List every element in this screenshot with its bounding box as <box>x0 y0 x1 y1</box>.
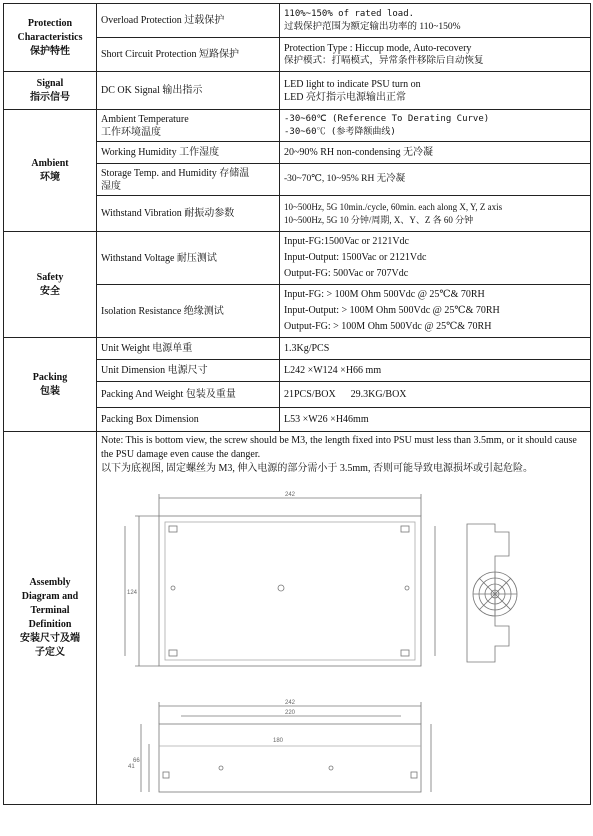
voltage-line: Output-FG: 500Vac or 707Vdc <box>284 268 409 279</box>
short-circuit-value <box>280 38 591 72</box>
assembly-note-cell <box>97 432 591 805</box>
short-circuit-line: Protection Type : Hiccup mode, Auto-recovery <box>284 42 472 54</box>
vibration-line: 10~500Hz, 5G 10 分钟/周期, X、Y、Z 各 60 分钟 <box>284 214 474 225</box>
top-view-inner <box>165 522 415 660</box>
packing-weight-label: Packing And Weight 包装及重量 <box>97 382 280 408</box>
isolation-line: Input-FG: > 100M Ohm 500Vdc @ 25℃& 70RH <box>284 289 485 300</box>
temperature-label-line: Ambient Temperature <box>101 113 189 125</box>
voltage-line: Input-FG:1500Vac or 2121Vdc <box>284 236 409 247</box>
isolation-label: Isolation Resistance 绝缘测试 <box>97 285 280 338</box>
signal-title-en: Signal <box>36 77 64 89</box>
isolation-value <box>280 285 591 338</box>
safety-title-cn: 安全 <box>40 285 60 297</box>
ambient-title-en: Ambient <box>31 157 69 169</box>
dim-label-bottom: 242 <box>285 700 296 706</box>
humidity-label: Working Humidity 工作湿度 <box>97 142 280 164</box>
dim-label-d3: 41 <box>128 764 135 770</box>
top-view-outline <box>159 516 421 666</box>
withstand-voltage-value <box>280 232 591 285</box>
assembly-note-en: Note: This is bottom view, the screw should be M3, the length fixed into PSU must less than 3.5mm, or it should cause the PSU damage even cause the danger. <box>101 435 577 460</box>
dim-label-d1: 220 <box>285 710 296 716</box>
unit-weight-value: 1.3Kg/PCS <box>280 338 591 360</box>
screw-mark <box>169 526 177 532</box>
screw-mark <box>169 650 177 656</box>
dim-label-d5: 124 <box>127 590 138 596</box>
unit-dimension-label: Unit Dimension 电源尺寸 <box>97 360 280 382</box>
temperature-line: -30~60℃ (参考降额曲线) <box>284 126 396 137</box>
screw-mark <box>401 650 409 656</box>
vibration-label: Withstand Vibration 耐振动参数 <box>97 196 280 232</box>
dc-ok-label: DC OK Signal 输出指示 <box>97 72 280 110</box>
vibration-value <box>280 196 591 232</box>
bottom-view-outline <box>159 724 421 792</box>
short-circuit-line: 保护模式：打嗝模式，异常条件移除后自动恢复 <box>284 55 484 66</box>
signal-category <box>4 72 97 110</box>
storage-label-line: Storage Temp. and Humidity 存储温 <box>101 167 250 179</box>
assembly-title-line: Diagram and <box>21 591 79 602</box>
storage-value: -30~70℃, 10~95% RH 无冷凝 <box>280 164 591 196</box>
temperature-label <box>97 110 280 142</box>
spec-table <box>3 3 591 805</box>
assembly-drawing <box>101 476 586 802</box>
bottom-screw-hole <box>329 766 333 770</box>
temperature-label-line: 工作环境温度 <box>101 126 161 138</box>
bottom-screw-hole <box>219 766 223 770</box>
safety-category <box>4 232 97 338</box>
overload-label: Overload Protection 过载保护 <box>97 4 280 38</box>
packing-weight-value: 21PCS/BOX 29.3KG/BOX <box>280 382 591 408</box>
protection-title-cn: 保护特性 <box>30 45 70 57</box>
isolation-line: Input-Output: > 100M Ohm 500Vdc @ 25℃& 70RH <box>284 305 500 316</box>
isolation-line: Output-FG: > 100M Ohm 500Vdc @ 25℃& 70RH <box>284 321 492 332</box>
humidity-value: 20~90% RH non-condensing 无冷凝 <box>280 142 591 164</box>
packing-title-en: Packing <box>32 371 68 383</box>
storage-label-line: 湿度 <box>101 180 121 192</box>
packing-category <box>4 338 97 432</box>
overload-line: 过载保护范围为额定输出功率的 110~150% <box>284 21 461 32</box>
dc-ok-line: LED 亮灯指示电源输出正常 <box>284 91 406 103</box>
assembly-title-line: 子定义 <box>35 647 65 658</box>
temperature-value <box>280 110 591 142</box>
dim-label-top: 242 <box>285 492 296 498</box>
temperature-line: -30~60℃ (Reference To Derating Curve) <box>284 113 490 124</box>
ambient-title-cn: 环境 <box>40 171 60 183</box>
dc-ok-line: LED light to indicate PSU turn on <box>284 78 421 90</box>
dim-label-d2: 180 <box>273 738 284 744</box>
protection-title-en: Protection Characteristics <box>17 17 83 43</box>
center-screw-hole <box>278 585 284 591</box>
protection-category <box>4 4 97 72</box>
assembly-category <box>4 432 97 805</box>
overload-value <box>280 4 591 38</box>
storage-label <box>97 164 280 196</box>
safety-title-en: Safety <box>36 271 64 283</box>
ambient-category <box>4 110 97 232</box>
voltage-line: Input-Output: 1500Vac or 2121Vdc <box>284 252 427 263</box>
mechanical-drawing <box>101 476 585 802</box>
vibration-line: 10~500Hz, 5G 10min./cycle, 60min. each along X, Y, Z axis <box>284 201 503 212</box>
assembly-title-line: 安装尺寸及端 <box>20 633 80 644</box>
assembly-note-cn: 以下为底视图, 固定螺丝为 M3, 伸入电源的部分需小于 3.5mm, 否则可能导致电源损坏或引起危险。 <box>101 463 533 474</box>
screw-mark <box>401 526 409 532</box>
unit-weight-label: Unit Weight 电源单重 <box>97 338 280 360</box>
dim-label-d4: 66 <box>133 758 140 764</box>
overload-line: 110%~150% of rated load. <box>284 8 415 19</box>
short-circuit-label: Short Circuit Protection 短路保护 <box>97 38 280 72</box>
assembly-title-line: Assembly <box>29 577 71 588</box>
packing-box-label: Packing Box Dimension <box>97 408 280 432</box>
dc-ok-value <box>280 72 591 110</box>
unit-dimension-value: L242 ×W124 ×H66 mm <box>280 360 591 382</box>
assembly-title-line: Terminal <box>30 605 70 616</box>
withstand-voltage-label: Withstand Voltage 耐压测试 <box>97 232 280 285</box>
packing-title-cn: 包装 <box>40 385 60 397</box>
signal-title-cn: 指示信号 <box>30 91 70 103</box>
assembly-title-line: Definition <box>28 619 72 630</box>
packing-box-value: L53 ×W26 ×H46mm <box>280 408 591 432</box>
